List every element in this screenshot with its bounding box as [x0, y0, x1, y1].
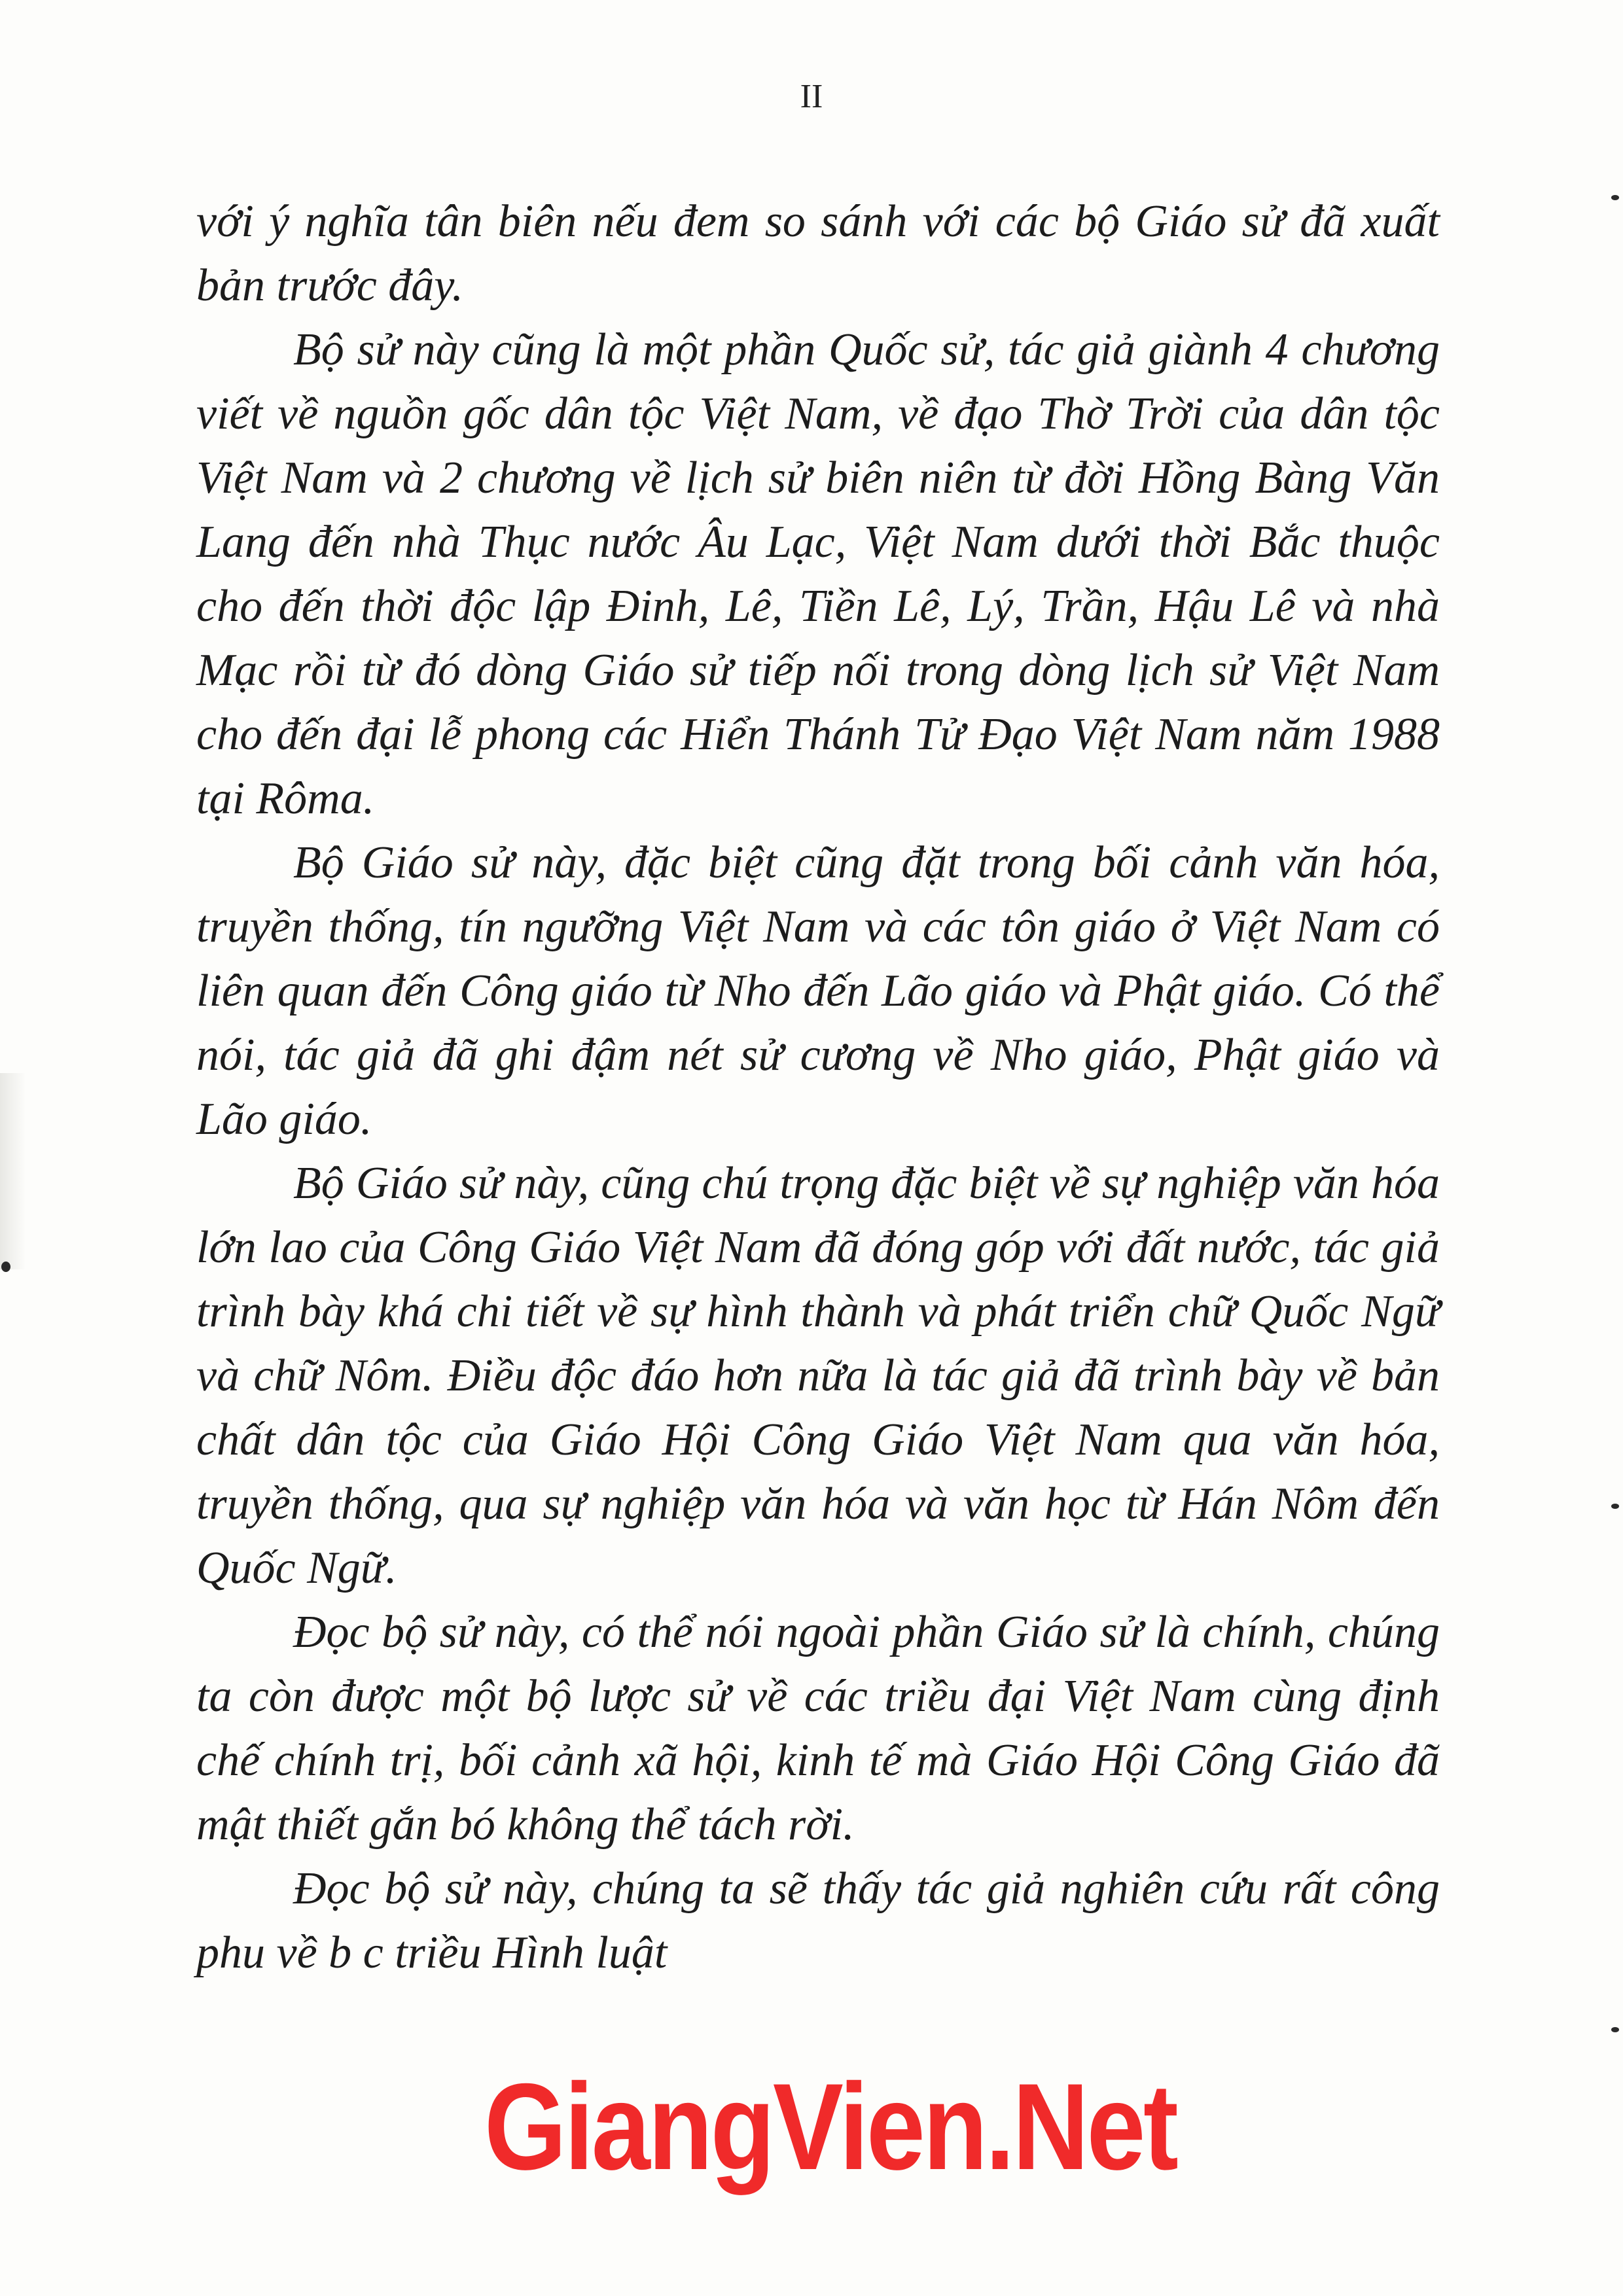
- paragraph: Bộ Giáo sử này, đặc biệt cũng đặt trong bối cảnh văn hóa, truyền thống, tín ngưỡng Việt Nam và các tôn giáo ở Việt Nam có liên quan đến Công giáo từ Nho đến Lão giáo và Phật giáo. Có thể nói, tác giả đã ghi đậm nét sử cương về Nho giáo, Phật giáo và Lão giáo.: [196, 838, 1440, 1144]
- scan-edge-shadow: [0, 1073, 26, 1269]
- scan-speck: [1611, 2027, 1619, 2032]
- paragraph-partial: Đọc bộ sử này, chúng ta sẽ thấy tác giả nghiên cứu rất công phu về b c triều Hình luật: [196, 1863, 1440, 1978]
- paragraph-continuation: với ý nghĩa tân biên nếu đem so sánh với các bộ Giáo sử đã xuất bản trước đây.: [196, 196, 1440, 311]
- body-text: [196, 190, 1440, 1985]
- scan-speck: [1, 1262, 10, 1272]
- paragraph: Đọc bộ sử này, có thể nói ngoài phần Giáo sử là chính, chúng ta còn được một bộ lược sử về các triều đại Việt Nam cùng định chế chính trị, bối cảnh xã hội, kinh tế mà Giáo Hội Công Giáo đã mật thiết gắn bó không thể tách rời.: [196, 1607, 1440, 1850]
- page-number: II: [800, 78, 823, 115]
- watermark-logo: GiangVien.Net: [484, 2058, 1177, 2195]
- paragraph: Bộ sử này cũng là một phần Quốc sử, tác giả giành 4 chương viết về nguồn gốc dân tộc Việt Nam, về đạo Thờ Trời của dân tộc Việt Nam và 2 chương về lịch sử biên niên từ đời Hồng Bàng Văn Lang đến nhà Thục nước Âu Lạc, Việt Nam dưới thời Bắc thuộc cho đến thời độc lập Đinh, Lê, Tiền Lê, Lý, Trần, Hậu Lê và nhà Mạc rồi từ đó dòng Giáo sử tiếp nối trong dòng lịch sử Việt Nam cho đến đại lễ phong các Hiển Thánh Tử Đạo Việt Nam năm 1988 tại Rôma.: [196, 325, 1440, 824]
- scan-speck: [1611, 1504, 1619, 1509]
- scan-speck: [1611, 195, 1619, 200]
- paragraph: Bộ Giáo sử này, cũng chú trọng đặc biệt về sự nghiệp văn hóa lớn lao của Công Giáo Việt Nam đã đóng góp với đất nước, tác giả trình bày khá chi tiết về sự hình thành và phát triển chữ Quốc Ngữ và chữ Nôm. Điều độc đáo hơn nữa là tác giả đã trình bày về bản chất dân tộc của Giáo Hội Công Giáo Việt Nam qua văn hóa, truyền thống, qua sự nghiệp văn hóa và văn học từ Hán Nôm đến Quốc Ngữ.: [196, 1158, 1440, 1593]
